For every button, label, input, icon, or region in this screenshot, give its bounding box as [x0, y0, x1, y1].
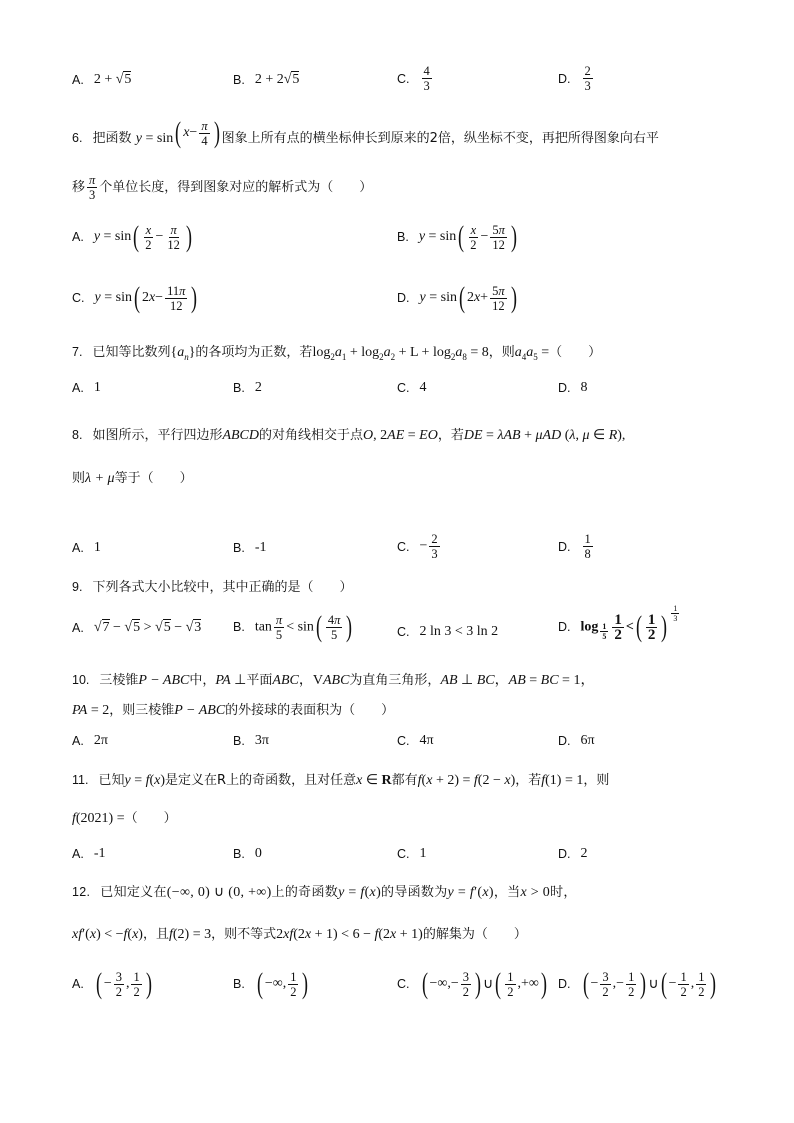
q6-option-a: A. y = sin ( $\frac{x}{2}$ − $\frac{\pi}{12}$ )	[72, 220, 192, 253]
q12-option-d: D. ( − $\frac{3}{2}$ ,− $\frac{1}{2}$ ) ∪ ( − $\frac{1}{2}$ , $\frac{1}{2}$ )	[558, 967, 717, 1000]
q9-option-a: A. √7 − √5 > √5 − √3	[72, 620, 202, 635]
q5-option-a: A. 2 + √5	[72, 72, 132, 87]
q12-option-b: B. ( −∞, $\frac{1}{2}$ )	[233, 967, 309, 1000]
q8-option-c: C. − $\frac{2}{3}$	[397, 532, 438, 561]
q7-option-b: B. 2	[233, 380, 262, 395]
q6-option-c: C. y = sin ( 2 x − $\frac{11\pi}{12}$ )	[72, 281, 198, 314]
q9-option-b: B. tan $\frac{\pi}{5}$ < sin ( $\frac{4\pi}{5}$ )	[233, 610, 353, 643]
q12-option-c: C. ( −∞,− $\frac{3}{2}$ ) ∪ ( $\frac{1}{2}$ ,+∞ )	[397, 967, 547, 1000]
q9-stem: 9. 下列各式大小比较中，其中正确的是（ ）	[72, 580, 353, 595]
q7-stem: 7. 已知等比数列$\{a_n\}$的各项均为正数，若$\log_2a_1 + \log_2a_2 + L + \log_2a_8 = 8$，则$a_4a_5$ =（ ）	[72, 345, 602, 362]
q10-stem-line1: 10. 三棱锥P − ABC中，PA ⊥平面ABC，VABC为直角三角形，AB ⊥ BC，AB = BC = 1，	[72, 673, 595, 688]
q8-stem-line1: 8. 如图所示，平行四边形ABCD的对角线相交于点O, 2AE = EO，若DE = λAB + μAD (λ, μ ∈ R),	[72, 428, 626, 443]
q12-stem-line2: xf′(x) < −f(x)，且f(2) = 3，则不等式2xf(2x + 1) < 6 − f(2x + 1)的解集为（ ）	[72, 927, 527, 942]
q7-option-d: D. 8	[558, 380, 588, 395]
q10-stem-line2: PA = 2，则三棱锥P − ABC的外接球的表面积为（ ）	[72, 703, 395, 718]
q11-option-a: A. -1	[72, 846, 106, 861]
q10-option-a: A. 2π	[72, 733, 108, 748]
q6-stem-line1: 6. 把函数 y = sin ( x − $\frac{\pi}{4}$ ) 图象上所有点的横坐标伸长到原来的2倍，纵坐标不变，再把所得图象向右平	[72, 116, 659, 149]
q5-option-b: B. 2 + 2√5	[233, 72, 300, 87]
q8-stem-line2: 则λ + μ等于（ ）	[72, 471, 193, 486]
q10-option-b: B. 3π	[233, 733, 269, 748]
q7-option-c: C. 4	[397, 380, 427, 395]
q9-option-d: D. log $_{\frac{1}{5}}$ $\frac{1}{2}$ < ( $\frac{1}{2}$ ) $^{\frac{1}{3}}$	[558, 603, 678, 643]
q10-option-c: C. 4π	[397, 733, 434, 748]
q6-option-d: D. y = sin ( 2 x + $\frac{5\pi}{12}$ )	[397, 281, 517, 314]
q9-option-c: C. 2 ln 3 < 3 ln 2	[397, 624, 499, 639]
q5-option-c: C. $\frac{4}{3}$	[397, 64, 430, 93]
q6-stem-line2: 移 $\frac{\pi}{3}$ 个单位长度，得到图象对应的解析式为（ ）	[72, 173, 373, 202]
q11-option-b: B. 0	[233, 846, 262, 861]
q10-option-d: D. 6π	[558, 733, 595, 748]
q12-option-a: A. ( − $\frac{3}{2}$ , $\frac{1}{2}$ )	[72, 967, 152, 1000]
q8-option-b: B. -1	[233, 540, 267, 555]
q6-option-b: B. y = sin ( $\frac{x}{2}$ − $\frac{5\pi}{12}$ )	[397, 220, 517, 253]
q11-stem-line2: f(2021) =（ ）	[72, 811, 177, 826]
q7-option-a: A. 1	[72, 380, 101, 395]
q12-stem-line1: 12. 已知定义在(−∞, 0) ∪ (0, +∞)上的奇函数y = f(x)的导函数为y = f′(x)，当x > 0时，	[72, 885, 577, 900]
q8-option-a: A. 1	[72, 540, 101, 555]
q5-option-d: D. $\frac{2}{3}$	[558, 64, 591, 93]
q11-option-c: C. 1	[397, 846, 427, 861]
q11-option-d: D. 2	[558, 846, 588, 861]
q8-option-d: D. $\frac{1}{8}$	[558, 532, 591, 561]
q11-stem-line1: 11. 已知y = f(x)是定义在R上的奇函数，且对任意x ∈ R都有f(x + 2) = f(2 − x)，若f(1) = 1，则	[72, 773, 610, 788]
